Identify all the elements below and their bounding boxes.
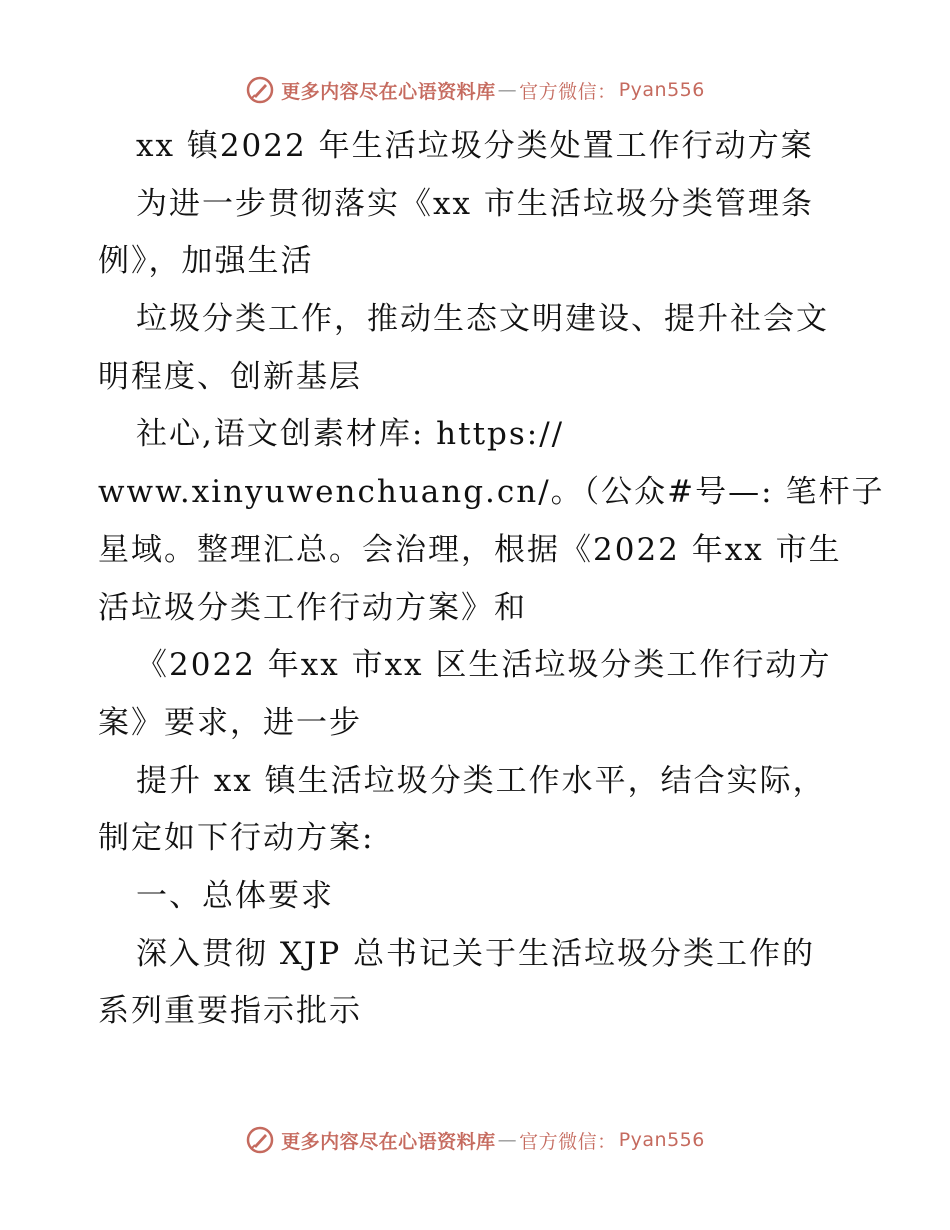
paragraph-line: 案》要求，进一步 (98, 704, 362, 741)
banner-dash: — (497, 1129, 518, 1151)
banner-wechat-handle: Pyan556 (618, 79, 705, 101)
document-title: xx 镇2022 年生活垃圾分类处置工作行动方案 (136, 128, 814, 164)
banner-promo-text: 更多内容尽在心语资料库 (281, 1130, 496, 1153)
quill-logo-icon (245, 1125, 275, 1155)
banner-dash: — (497, 79, 518, 101)
header-banner (0, 70, 950, 110)
paragraph-line: 例》，加强生活 (98, 243, 314, 280)
paragraph-line: 星域。整理汇总。会治理，根据《2022 年xx 市生 (98, 531, 842, 568)
paragraph-line: 活垃圾分类工作行动方案》和 (98, 589, 527, 626)
paragraph-line: 系列重要指示批示 (98, 993, 362, 1030)
paragraph-line: www.xinyuwenchuang.cn/。（公众#号—: 笔杆子 (98, 474, 885, 511)
paragraph-line: 提升 xx 镇生活垃圾分类工作水平，结合实际， (136, 762, 826, 799)
paragraph-line: 垃圾分类工作，推动生态文明建设、提升社会文 (136, 301, 829, 338)
paragraph-line: 《2022 年xx 市xx 区生活垃圾分类工作行动方 (136, 647, 832, 684)
footer-banner (0, 1120, 950, 1160)
paragraph-line: 社心,语文创素材库: https:// (136, 416, 565, 453)
quill-logo-icon (245, 75, 275, 105)
banner-official-label: 官方微信： (519, 1130, 617, 1153)
banner-wechat-handle: Pyan556 (618, 1129, 705, 1151)
paragraph-line: 深入贯彻 XJP 总书记关于生活垃圾分类工作的 (136, 935, 816, 972)
paragraph-line: 明程度、创新基层 (98, 358, 362, 395)
banner-official-label: 官方微信： (519, 80, 617, 103)
paragraph-line: 为进一步贯彻落实《xx 市生活垃圾分类管理条 (136, 185, 814, 222)
section-heading: 一、总体要求 (136, 877, 334, 914)
document-body (98, 118, 898, 1041)
banner-promo-text: 更多内容尽在心语资料库 (281, 80, 496, 103)
paragraph-line: 制定如下行动方案: (98, 820, 375, 857)
